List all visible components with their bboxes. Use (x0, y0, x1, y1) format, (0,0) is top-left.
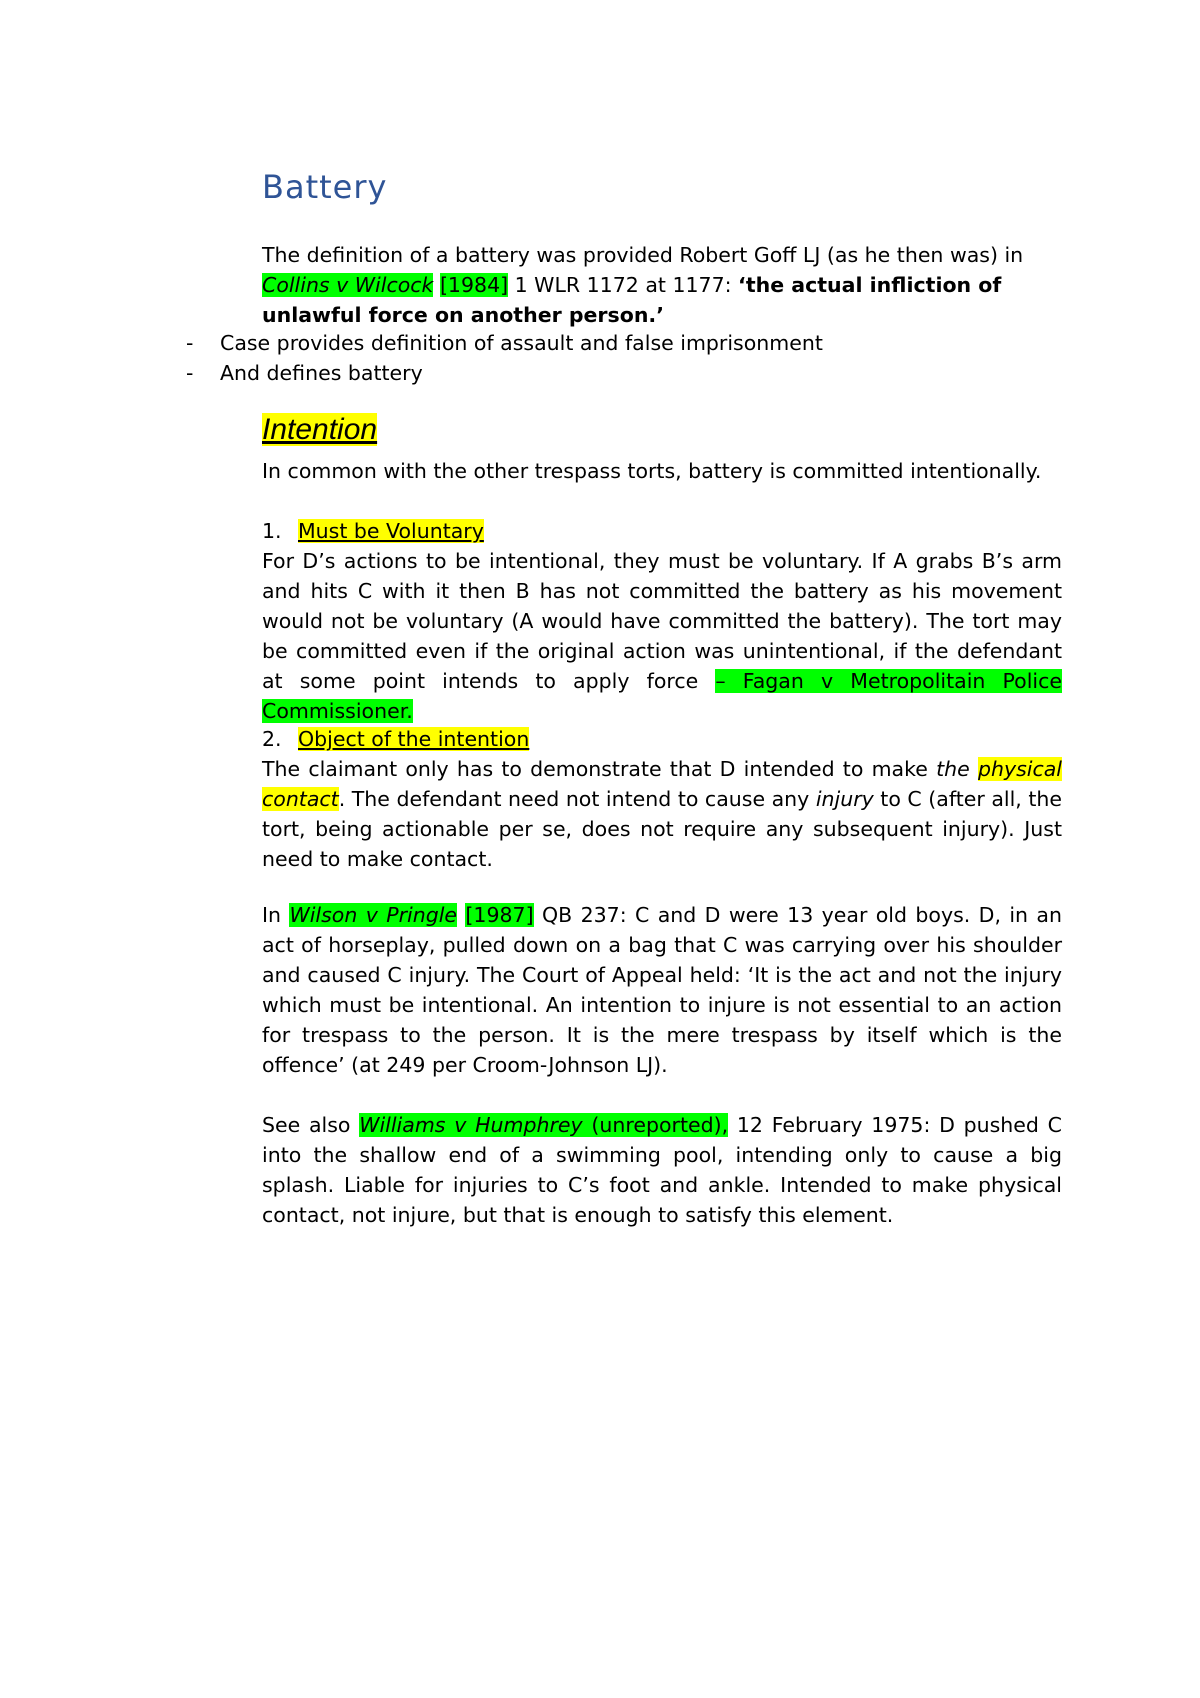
case-name-wilson: Wilson v Pringle (289, 903, 458, 927)
section-1-heading (262, 516, 1062, 546)
section-2-text-1: The claimant only has to demonstrate that D intended to make (262, 757, 937, 781)
page-title: Battery (262, 168, 388, 206)
emphasis-injury: injury (815, 787, 874, 811)
williams-pre: See also (262, 1113, 360, 1137)
wilson-pre: In (262, 903, 290, 927)
case-name-collins: Collins v Wilcock (262, 273, 434, 297)
section-2-heading (262, 724, 1062, 754)
section-2-paragraph (262, 754, 1062, 874)
dash-marker: - (186, 361, 194, 385)
case-name-fagan: – Fagan v Metropolitain Police Commissioner. (262, 669, 1062, 723)
list-item-text: Case provides definition of assault and false imprisonment (220, 331, 823, 355)
section-2-title: Object of the intention (298, 727, 530, 751)
bullet-list (180, 328, 1000, 388)
williams-paragraph (262, 1110, 1062, 1230)
dash-marker: - (186, 331, 194, 355)
section-1-number: 1. (262, 519, 282, 543)
intention-heading-text: Intention (262, 413, 378, 446)
williams-text: 12 February 1975: D pushed C into the shallow end of a swimming pool, intending only to cause a big splash. Liable for injuries to C’s foot and ankle. Intended to make physical contact, not injure, but that is enough to satisfy this element. (262, 1113, 1062, 1227)
list-item-text: And defines battery (220, 361, 423, 385)
emphasis-the: the (936, 757, 970, 781)
citation-collins: 1 WLR 1172 at 1177: (508, 273, 739, 297)
section-2-number: 2. (262, 727, 282, 751)
definition-paragraph (262, 240, 1062, 330)
intention-intro: In common with the other trespass torts, battery is committed intentionally. (262, 459, 1042, 483)
section-1-title: Must be Voluntary (298, 519, 484, 543)
case-name-williams: Williams v Humphrey (359, 1113, 583, 1137)
section-1-paragraph (262, 546, 1062, 726)
case-note-williams: (unreported), (582, 1113, 729, 1137)
list-item (180, 358, 1000, 388)
section-2-text-3: to C (after all, the tort, being actionable per se, does not require any subsequent injury). Just need to make contact. (262, 787, 1062, 871)
intention-heading (262, 412, 377, 448)
battery-definition-quote: ‘the actual infliction of unlawful force on another person.’ (262, 273, 1002, 327)
section-2-text-2: . The defendant need not intend to cause any (338, 787, 816, 811)
emphasis-physical: physical (977, 757, 1062, 781)
case-year-wilson: [1987] (465, 903, 534, 927)
wilson-paragraph (262, 900, 1062, 1080)
definition-text: The definition of a battery was provided Robert Goff LJ (as he then was) in (262, 243, 1024, 267)
emphasis-contact: contact (262, 787, 339, 811)
section-1-text: For D’s actions to be intentional, they must be voluntary. If A grabs B’s arm and hits C with it then B has not committed the battery as his movement would not be voluntary (A would have committed the battery). The tort may be committed even if the original action was unintentional, if the defendant at some point intends to apply force (262, 549, 1062, 693)
case-year-collins: [1984] (439, 273, 509, 297)
wilson-text: QB 237: C and D were 13 year old boys. D, in an act of horseplay, pulled down on a bag that C was carrying over his shoulder and caused C injury. The Court of Appeal held: ‘It is the act and not the injury which must be intentional. An intention to injure is not essential to an action for trespass to the person. It is the mere trespass by itself which is the offence’ (at 249 per Croom-Johnson LJ). (262, 903, 1062, 1077)
list-item (180, 328, 1000, 358)
